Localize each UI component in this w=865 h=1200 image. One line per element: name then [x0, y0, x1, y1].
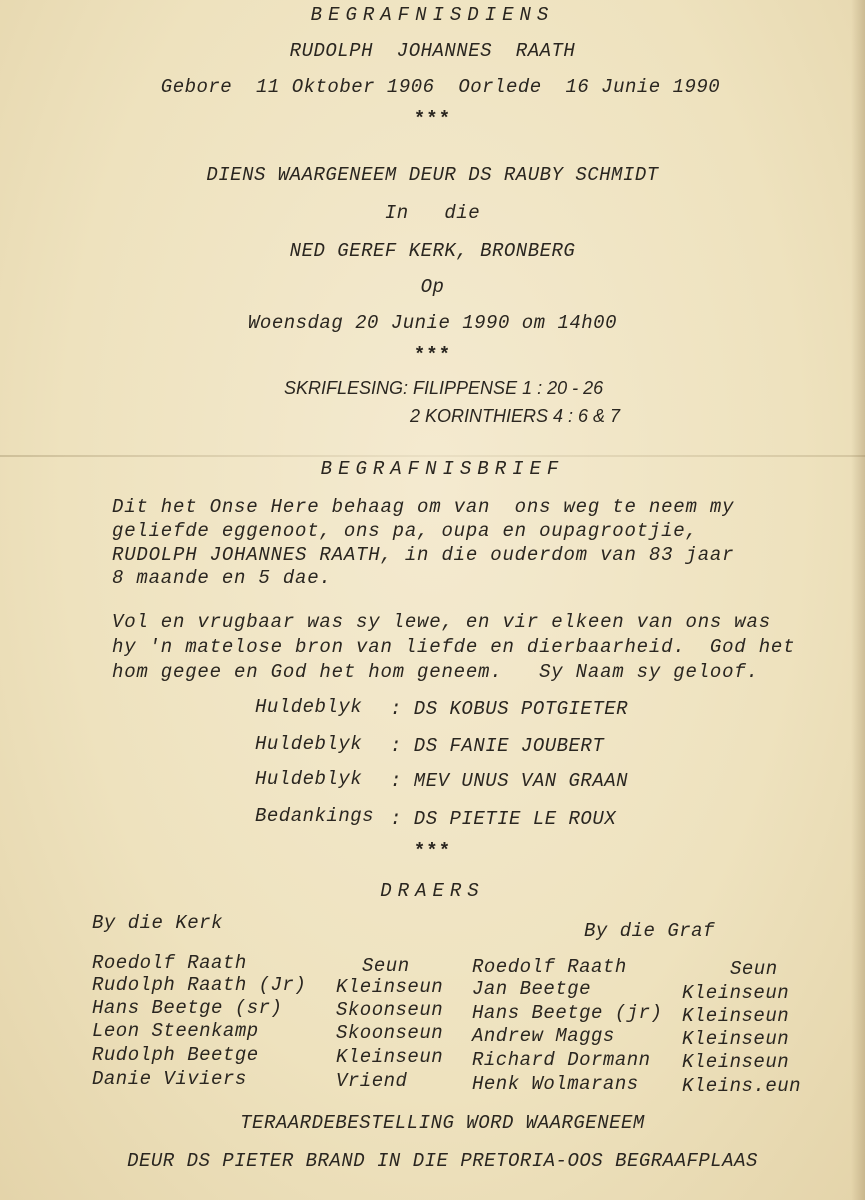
- tribute-speaker: : MEV UNUS VAN GRAAN: [390, 770, 629, 792]
- bearer-name: Hans Beetge (sr): [92, 997, 283, 1019]
- divider-stars: ***: [413, 840, 452, 862]
- tribute-speaker: : DS KOBUS POTGIETER: [390, 698, 629, 720]
- bearer-relation: Seun: [362, 955, 410, 977]
- bearer-name: Richard Dormann: [472, 1049, 651, 1071]
- tribute-speaker: : DS FANIE JOUBERT: [390, 735, 605, 757]
- tribute-label: Huldeblyk: [255, 768, 363, 790]
- bearer-name: Leon Steenkamp: [92, 1020, 259, 1042]
- scripture-reading-2: 2 KORINTHIERS 4 : 6 & 7: [410, 406, 621, 426]
- divider-stars: ***: [413, 344, 452, 366]
- tribute-label: Huldeblyk: [255, 733, 363, 755]
- letter-p2-line: hy 'n matelose bron van liefde en dierbaarheid. God het: [112, 636, 796, 658]
- letter-p2-line: Vol en vrugbaar was sy lewe, en vir elkeen van ons was: [112, 611, 771, 633]
- bearer-relation: Skoonseun: [336, 1022, 444, 1044]
- bearer-name: Andrew Maggs: [472, 1025, 615, 1047]
- bearer-name: Roedolf Raath: [472, 956, 627, 978]
- divider-stars: ***: [413, 108, 452, 130]
- bearer-name: Hans Beetge (jr): [472, 1002, 663, 1024]
- letter-p1-line: RUDOLPH JOHANNES RAATH, in die ouderdom van 83 jaar: [112, 544, 735, 566]
- deceased-name: RUDOLPH JOHANNES RAATH: [289, 40, 576, 62]
- burial-location: DEUR DS PIETER BRAND IN DIE PRETORIA-OOS BEGRAAFPLAAS: [127, 1150, 758, 1172]
- birth-death-dates: Gebore 11 Oktober 1906 Oorlede 16 Junie 1990: [160, 76, 721, 98]
- letter-p1-line: 8 maande en 5 dae.: [112, 567, 332, 589]
- bearer-name: Henk Wolmarans: [472, 1073, 639, 1095]
- bearer-name: Jan Beetge: [472, 978, 592, 1000]
- bearer-relation: Kleinseun: [682, 1051, 790, 1073]
- scripture-reading-1: SKRIFLESING: FILIPPENSE 1 : 20 - 26: [284, 378, 604, 398]
- venue-op: Op: [420, 276, 445, 298]
- bearer-name: Rudolph Beetge: [92, 1044, 259, 1066]
- bearer-relation: Kleinseun: [682, 982, 790, 1004]
- service-datetime: Woensdag 20 Junie 1990 om 14h00: [248, 312, 617, 334]
- bearer-relation: Kleinseun: [336, 1046, 444, 1068]
- tribute-label: Huldeblyk: [255, 696, 363, 718]
- bearer-relation: Kleinseun: [682, 1005, 790, 1027]
- church-bearers-heading: By die Kerk: [92, 912, 223, 934]
- thanks-label: Bedankings: [255, 805, 375, 827]
- burial-notice: TERAARDEBESTELLING WORD WAARGENEEM: [240, 1112, 645, 1134]
- bearer-relation: Seun: [730, 958, 778, 980]
- letter-p1-line: Dit het Onse Here behaag om van ons weg te neem my: [112, 496, 735, 518]
- letter-p2-line: hom gegee en God het hom geneem. Sy Naam sy geloof.: [112, 661, 759, 683]
- bearers-title: DRAERS: [380, 880, 485, 902]
- paper-fold: [0, 455, 865, 457]
- bearer-relation: Kleins.eun: [682, 1075, 802, 1097]
- letter-title: BEGRAFNISBRIEF: [320, 458, 565, 480]
- grave-bearers-heading: By die Graf: [584, 920, 715, 942]
- officiant: DIENS WAARGENEEM DEUR DS RAUBY SCHMIDT: [206, 164, 659, 186]
- thanks-speaker: : DS PIETIE LE ROUX: [390, 808, 617, 830]
- bearer-relation: Kleinseun: [682, 1028, 790, 1050]
- bearer-name: Roedolf Raath: [92, 952, 247, 974]
- bearer-relation: Skoonseun: [336, 999, 444, 1021]
- bearer-relation: Kleinseun: [336, 976, 444, 998]
- service-title: BEGRAFNISDIENS: [310, 4, 555, 26]
- bearer-name: Rudolph Raath (Jr): [92, 974, 307, 996]
- church-name: NED GEREF KERK, BRONBERG: [289, 240, 576, 262]
- letter-p1-line: geliefde eggenoot, ons pa, oupa en oupagrootjie,: [112, 520, 698, 542]
- bearer-relation: Vriend: [336, 1070, 408, 1092]
- venue-in: In die: [384, 202, 481, 224]
- bearer-name: Danie Viviers: [92, 1068, 247, 1090]
